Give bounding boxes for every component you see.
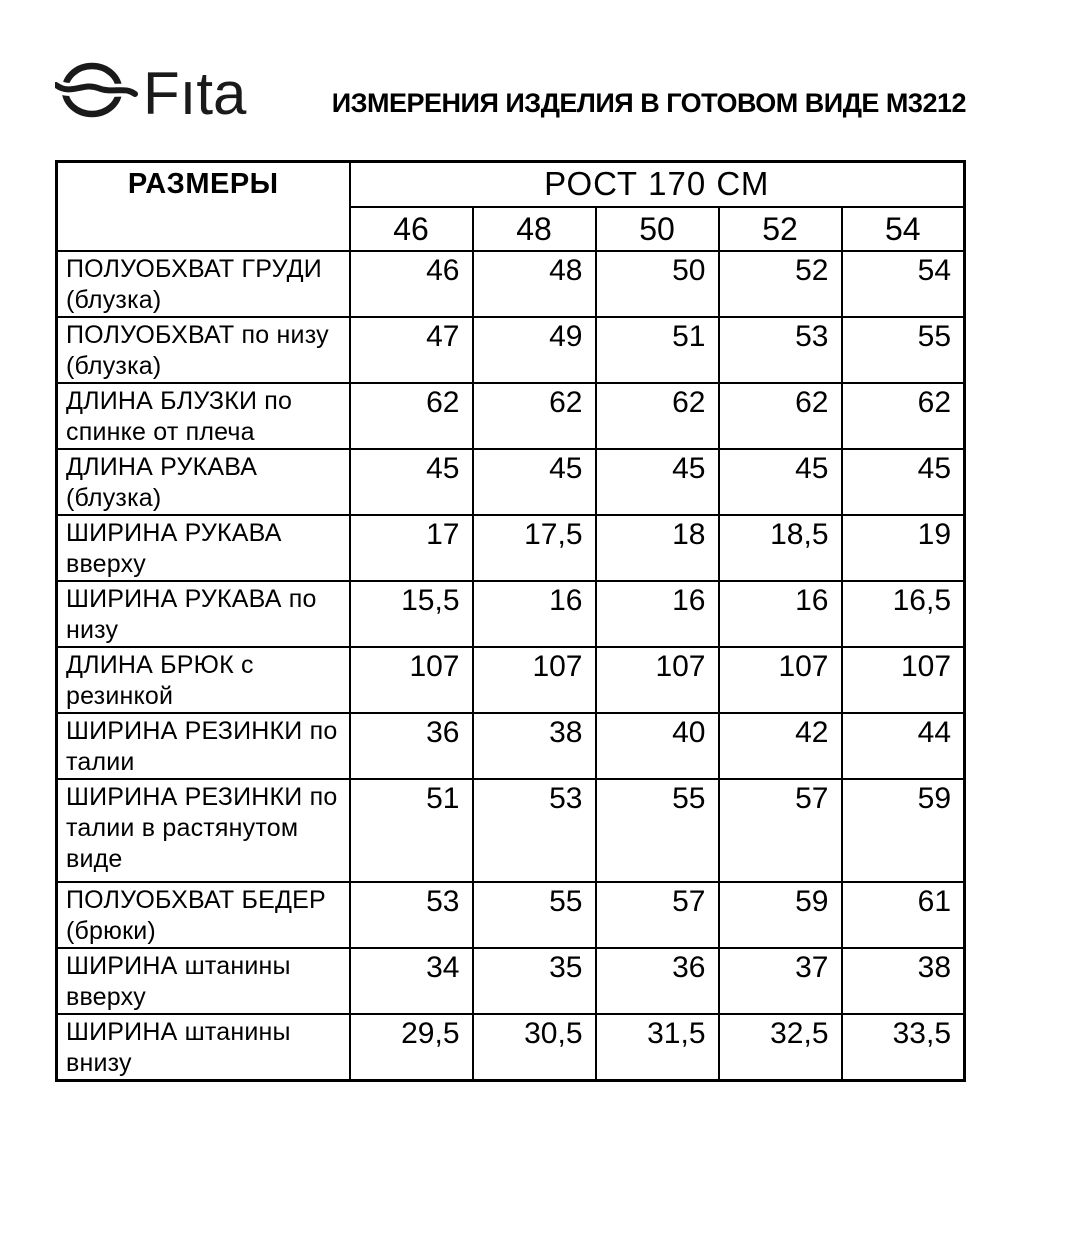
row-label: ШИРИНА штанины вверху (57, 948, 350, 1014)
row-value: 33,5 (842, 1014, 965, 1081)
row-value: 17,5 (473, 515, 596, 581)
table-row (57, 581, 965, 647)
table-row (57, 882, 965, 948)
row-label: ДЛИНА БРЮК с резинкой (57, 647, 350, 713)
row-value: 31,5 (596, 1014, 719, 1081)
row-value: 44 (842, 713, 965, 779)
table-row (57, 1014, 965, 1081)
row-value: 57 (596, 882, 719, 948)
row-value: 46 (350, 251, 473, 317)
row-value: 62 (473, 383, 596, 449)
row-value: 18,5 (719, 515, 842, 581)
row-value: 107 (350, 647, 473, 713)
row-value: 57 (719, 779, 842, 882)
row-label: ШИРИНА РЕЗИНКИ по талии в растянутом виде (57, 779, 350, 882)
row-value: 50 (596, 251, 719, 317)
table-row (57, 515, 965, 581)
size-col-header: 48 (473, 207, 596, 251)
height-group-header: РОСТ 170 СМ (350, 162, 965, 208)
row-label: ШИРИНА штанины внизу (57, 1014, 350, 1081)
row-value: 51 (350, 779, 473, 882)
row-value: 17 (350, 515, 473, 581)
table-row (57, 383, 965, 449)
row-value: 107 (842, 647, 965, 713)
table-row (57, 779, 965, 882)
row-label: ПОЛУОБХВАТ ГРУДИ (блузка) (57, 251, 350, 317)
size-col-header: 54 (842, 207, 965, 251)
corner-header: РАЗМЕРЫ (57, 162, 350, 252)
header-row-group (57, 162, 965, 208)
row-value: 30,5 (473, 1014, 596, 1081)
row-label: ПОЛУОБХВАТ БЕДЕР (брюки) (57, 882, 350, 948)
table-row (57, 948, 965, 1014)
row-value: 45 (473, 449, 596, 515)
row-label: ШИРИНА РУКАВА вверху (57, 515, 350, 581)
row-value: 62 (350, 383, 473, 449)
row-value: 37 (719, 948, 842, 1014)
row-value: 15,5 (350, 581, 473, 647)
size-col-header: 52 (719, 207, 842, 251)
row-value: 45 (596, 449, 719, 515)
row-value: 62 (596, 383, 719, 449)
row-label: ШИРИНА РЕЗИНКИ по талии (57, 713, 350, 779)
row-label: ДЛИНА РУКАВА (блузка) (57, 449, 350, 515)
row-value: 34 (350, 948, 473, 1014)
brand-logo (55, 52, 265, 137)
page-title: ИЗМЕРЕНИЯ ИЗДЕЛИЯ В ГОТОВОМ ВИДЕ М3212 (331, 88, 966, 118)
row-value: 45 (350, 449, 473, 515)
row-value: 16,5 (842, 581, 965, 647)
row-value: 107 (473, 647, 596, 713)
row-value: 59 (842, 779, 965, 882)
size-col-header: 50 (596, 207, 719, 251)
table-row (57, 251, 965, 317)
row-value: 45 (719, 449, 842, 515)
row-value: 19 (842, 515, 965, 581)
row-value: 47 (350, 317, 473, 383)
row-value: 55 (596, 779, 719, 882)
row-value: 16 (719, 581, 842, 647)
row-value: 55 (842, 317, 965, 383)
row-label: ДЛИНА БЛУЗКИ по спинке от плеча (57, 383, 350, 449)
row-value: 36 (596, 948, 719, 1014)
row-value: 32,5 (719, 1014, 842, 1081)
row-value: 29,5 (350, 1014, 473, 1081)
circle-wave-icon (55, 52, 265, 137)
row-value: 51 (596, 317, 719, 383)
row-value: 62 (842, 383, 965, 449)
row-value: 59 (719, 882, 842, 948)
logo-text: Fıta (143, 60, 247, 127)
table-row (57, 449, 965, 515)
row-value: 55 (473, 882, 596, 948)
row-value: 16 (473, 581, 596, 647)
row-value: 16 (596, 581, 719, 647)
table-row (57, 317, 965, 383)
size-col-header: 46 (350, 207, 473, 251)
row-value: 40 (596, 713, 719, 779)
row-value: 62 (719, 383, 842, 449)
row-value: 54 (842, 251, 965, 317)
measurements-table (55, 160, 966, 1082)
row-value: 35 (473, 948, 596, 1014)
row-value: 38 (473, 713, 596, 779)
row-value: 45 (842, 449, 965, 515)
row-value: 18 (596, 515, 719, 581)
table-row (57, 713, 965, 779)
row-value: 36 (350, 713, 473, 779)
row-value: 107 (719, 647, 842, 713)
row-value: 53 (350, 882, 473, 948)
row-value: 49 (473, 317, 596, 383)
row-value: 53 (473, 779, 596, 882)
row-label: ПОЛУОБХВАТ по низу (блузка) (57, 317, 350, 383)
table-row (57, 647, 965, 713)
row-value: 107 (596, 647, 719, 713)
row-value: 48 (473, 251, 596, 317)
row-value: 53 (719, 317, 842, 383)
row-value: 61 (842, 882, 965, 948)
row-label: ШИРИНА РУКАВА по низу (57, 581, 350, 647)
row-value: 42 (719, 713, 842, 779)
row-value: 38 (842, 948, 965, 1014)
row-value: 52 (719, 251, 842, 317)
